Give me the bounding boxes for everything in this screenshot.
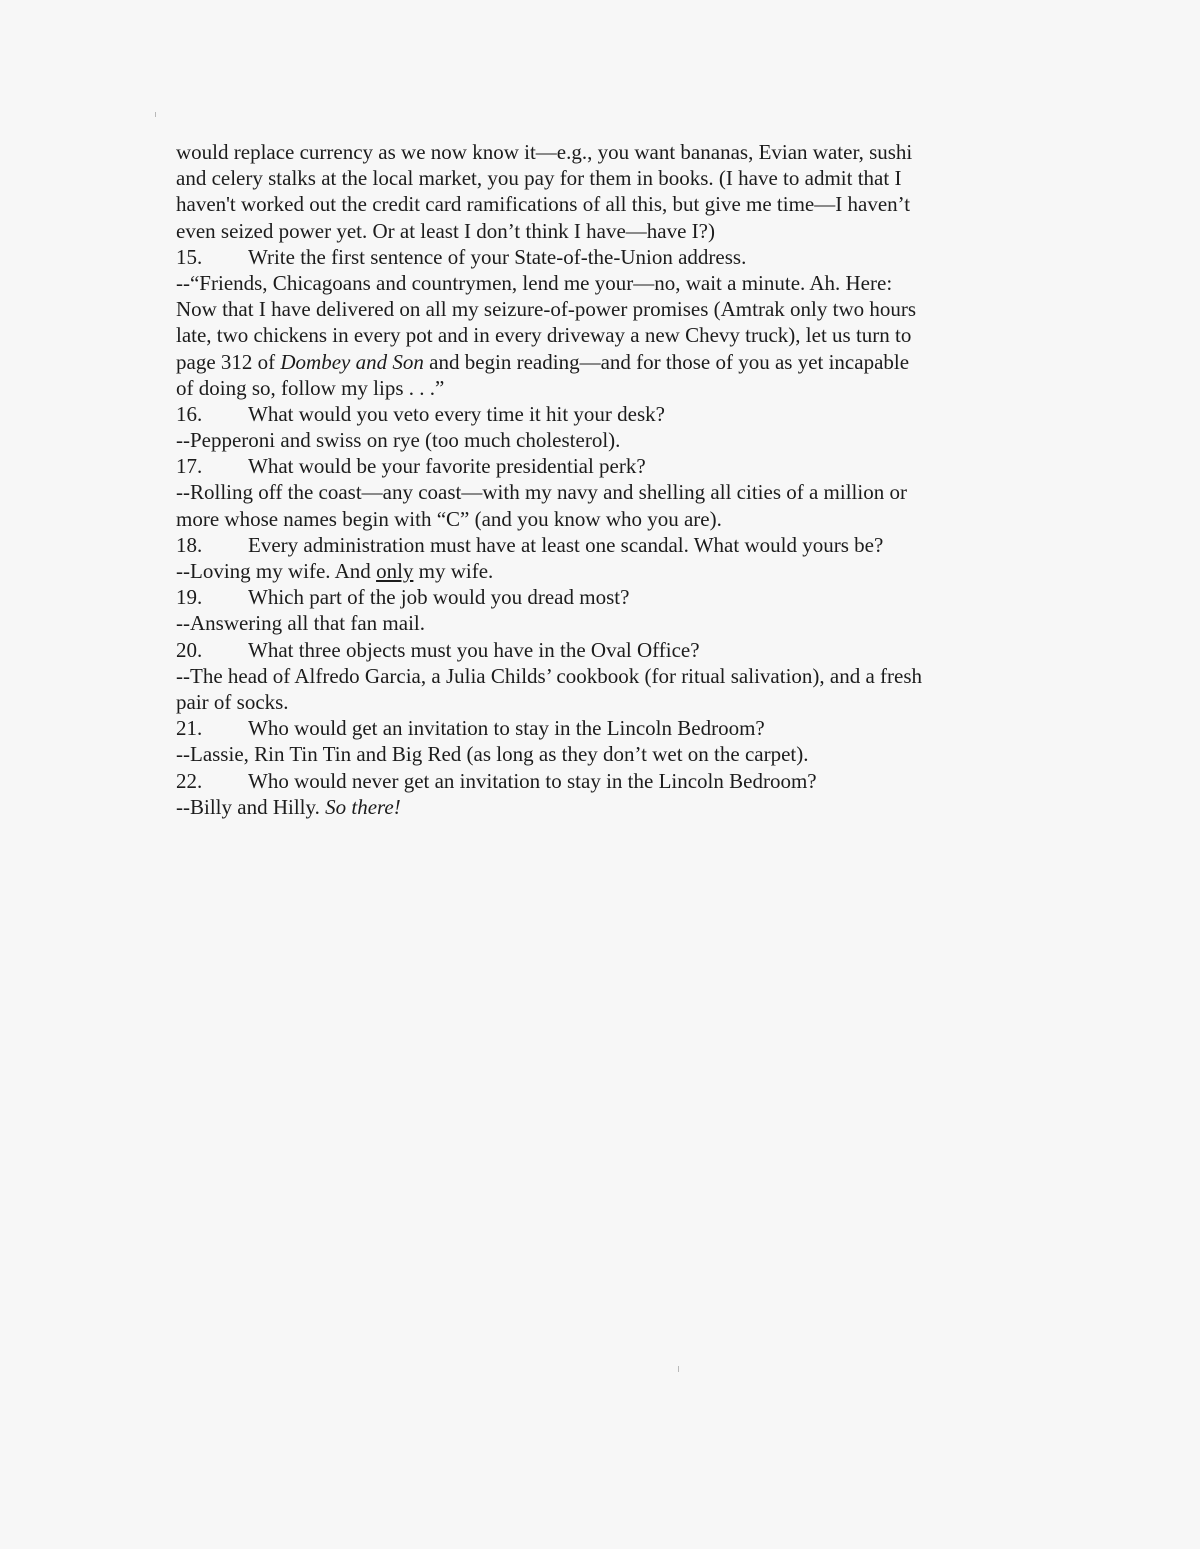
question-number: 22. [176, 768, 203, 793]
question-number: 16. [176, 401, 203, 426]
text-line: haven't worked out the credit card ramifications of all this, but give me time—I haven’t [176, 192, 911, 217]
question-text: Which part of the job would you dread most? [248, 585, 630, 610]
underlined-word: only [376, 559, 414, 583]
answer-text: page 312 of [176, 349, 281, 374]
question-17 [176, 453, 1036, 479]
question-18 [176, 532, 1036, 558]
emphasis-text: So there! [325, 794, 401, 819]
question-text: What would be your favorite presidential perk? [248, 454, 646, 479]
answer-17-line: --Rolling off the coast—any coast—with my navy and shelling all cities of a million or [176, 480, 907, 505]
answer-text: my wife. [413, 559, 494, 583]
question-number: 19. [176, 585, 203, 610]
question-text: Write the first sentence of your State-of-the-Union address. [248, 244, 747, 269]
scan-speck [678, 1366, 679, 1372]
scan-speck [155, 112, 156, 117]
answer-18 [176, 558, 1036, 584]
question-number: 20. [176, 637, 203, 662]
answer-17-line: more whose names begin with “C” (and you know who you are). [176, 506, 722, 531]
answer-15-line: of doing so, follow my lips . . .” [176, 375, 445, 400]
answer-text: --Loving my wife. And [176, 559, 377, 583]
book-title: Dombey and Son [280, 349, 424, 374]
question-text: What would you veto every time it hit your desk? [248, 401, 665, 426]
answer-16: --Pepperoni and swiss on rye (too much cholesterol). [176, 428, 621, 453]
answer-15-line: late, two chickens in every pot and in every driveway a new Chevy truck), let us turn to [176, 323, 912, 348]
question-number: 18. [176, 532, 203, 557]
answer-19: --Answering all that fan mail. [176, 611, 426, 636]
question-text: What three objects must you have in the Oval Office? [248, 637, 700, 662]
question-22 [176, 768, 1036, 794]
text-line: even seized power yet. Or at least I don’t think I have—have I?) [176, 218, 715, 243]
question-19 [176, 584, 1036, 610]
answer-text: --Billy and Hilly. [176, 794, 326, 819]
answer-21: --Lassie, Rin Tin Tin and Big Red (as long as they don’t wet on the carpet). [176, 742, 809, 767]
answer-15-line: Now that I have delivered on all my seizure-of-power promises (Amtrak only two hours [176, 297, 917, 322]
question-20 [176, 637, 1036, 663]
question-16 [176, 401, 1036, 427]
question-number: 17. [176, 454, 203, 479]
question-text: Who would never get an invitation to stay in the Lincoln Bedroom? [248, 768, 817, 793]
answer-22 [176, 794, 1036, 820]
answer-text: and begin reading—and for those of you as yet incapable [423, 349, 910, 374]
question-21 [176, 715, 1036, 741]
text-line: would replace currency as we now know it—e.g., you want bananas, Evian water, sushi [176, 140, 913, 164]
question-number: 21. [176, 716, 203, 741]
question-15 [176, 244, 1036, 270]
answer-15-line [176, 349, 1036, 375]
answer-20-line: pair of socks. [176, 689, 289, 714]
answer-15-line: --“Friends, Chicagoans and countrymen, lend me your—no, wait a minute. Ah. Here: [176, 270, 893, 295]
question-text: Every administration must have at least one scandal. What would yours be? [248, 532, 884, 557]
answer-20-line: --The head of Alfredo Garcia, a Julia Childs’ cookbook (for ritual salivation), and a fresh [176, 663, 923, 688]
question-text: Who would get an invitation to stay in the Lincoln Bedroom? [248, 716, 765, 741]
question-number: 15. [176, 244, 203, 269]
document-body [176, 139, 1036, 820]
text-line: and celery stalks at the local market, you pay for them in books. (I have to admit that I [176, 166, 902, 191]
